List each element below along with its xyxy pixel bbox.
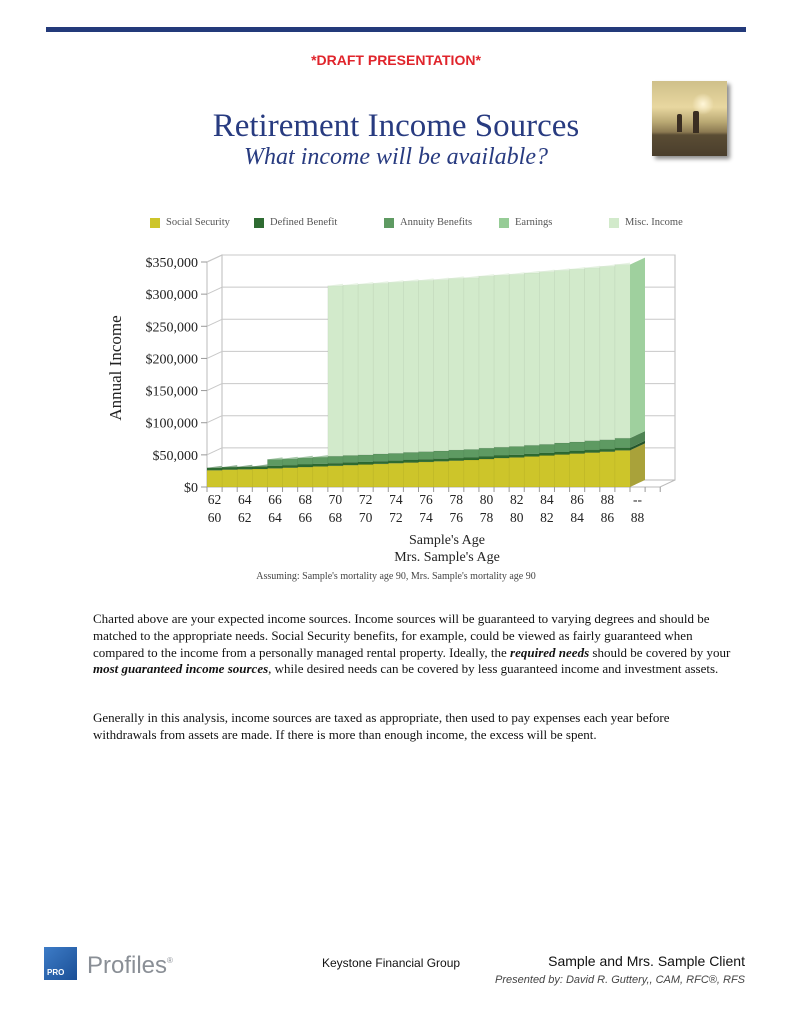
y-tick-label: $350,000 — [145, 256, 198, 271]
p1-text: should be covered by your — [589, 644, 731, 660]
legend-label: Social Security — [166, 217, 230, 228]
bar-segment-misc-income — [585, 268, 601, 441]
bar-segment-annuity-benefits — [600, 440, 616, 449]
bar-segment-defined-benefit — [222, 467, 238, 470]
paragraph-income-sources — [93, 611, 733, 678]
bar-segment-defined-benefit — [343, 463, 359, 466]
bar-segment-social-security — [570, 454, 586, 487]
bar-segment-social-security — [419, 462, 435, 487]
legend-label: Defined Benefit — [270, 217, 338, 228]
bar-segment-annuity-benefits — [283, 459, 299, 465]
bar-segment-social-security — [554, 455, 570, 487]
bar-segment-social-security — [373, 464, 389, 487]
bar-segment-social-security — [328, 466, 344, 487]
bar-segment-social-security — [479, 459, 495, 487]
x-tick-label-primary: 84 — [540, 492, 554, 507]
draft-label: *DRAFT PRESENTATION* — [311, 52, 481, 68]
bar-segment-defined-benefit — [328, 463, 344, 466]
profiles-logo-text — [87, 952, 173, 980]
x-tick-label-primary: 64 — [238, 492, 252, 507]
x-tick-label-primary: -- — [633, 492, 643, 507]
bar-segment-misc-income — [600, 267, 616, 440]
bar-segment-defined-benefit — [479, 456, 495, 459]
bar-segment-misc-income — [570, 269, 586, 442]
bar-segment-misc-income — [358, 284, 374, 455]
firm-name: Keystone Financial Group — [322, 956, 461, 970]
bar-segment-misc-income — [524, 273, 540, 445]
bar-segment-defined-benefit — [388, 461, 404, 464]
y-axis-label: Annual Income — [106, 315, 125, 421]
bar-segment-annuity-benefits — [373, 454, 389, 461]
bar-segment-social-security — [464, 460, 480, 487]
bar-segment-defined-benefit — [615, 448, 631, 451]
bar-segment-defined-benefit — [585, 450, 601, 453]
x-tick-label-primary: 70 — [328, 492, 343, 507]
bar-segment-social-security — [313, 466, 329, 487]
bar-segment-defined-benefit — [449, 458, 465, 461]
x-tick-label-primary: 78 — [449, 492, 464, 507]
bar-segment-misc-income — [449, 278, 465, 450]
bar-segment-social-security — [524, 456, 540, 487]
y-tick-label: $200,000 — [145, 352, 198, 368]
guaranteed-sources-emphasis: most guaranteed income sources — [93, 661, 269, 677]
bar-segment-defined-benefit — [267, 466, 283, 469]
bar-segment-defined-benefit — [283, 465, 299, 468]
bar-segment-annuity-benefits — [313, 457, 329, 464]
bar-segment-social-security — [267, 468, 283, 487]
bar-segment-social-security — [494, 458, 510, 487]
x-tick-label-primary: 80 — [479, 492, 494, 507]
bar-segment-annuity-benefits — [539, 444, 555, 453]
bar-segment-defined-benefit — [373, 461, 389, 464]
bar-segment-annuity-benefits — [388, 453, 404, 460]
bar-segment-defined-benefit — [570, 451, 586, 454]
bar-segment-defined-benefit — [358, 462, 374, 465]
x-tick-label-secondary: 70 — [358, 510, 373, 525]
x-tick-label-primary: 82 — [509, 492, 524, 507]
bar-segment-defined-benefit — [419, 459, 435, 462]
x-tick-label-secondary: 76 — [449, 510, 464, 525]
bar-segment-annuity-benefits — [419, 452, 435, 460]
x-tick-label-secondary: 82 — [540, 510, 554, 525]
x-tick-label-secondary: 74 — [419, 510, 433, 525]
bar-segment-social-security — [388, 463, 404, 487]
profiles-logo-icon — [44, 947, 77, 980]
paragraph-taxation: Generally in this analysis, income sources are taxed as appropriate, then used to pay expenses each year before withdrawals from assets are made. If there is more than enough income, the excess will be spent. — [93, 710, 670, 742]
bar-segment-annuity-benefits — [464, 449, 480, 457]
x-axis-label-primary: Sample's Age — [408, 533, 486, 548]
bar-segment-misc-income — [494, 275, 510, 447]
bar-segment-misc-income — [419, 280, 435, 451]
bar-top-face — [615, 262, 633, 265]
y-tick-label: $250,000 — [145, 320, 198, 336]
bar-segment-social-security — [343, 465, 359, 487]
bar-segment-social-security — [252, 469, 268, 487]
y-tick-label: $300,000 — [145, 288, 198, 304]
legend-label: Misc. Income — [625, 217, 683, 228]
x-tick-label-secondary: 88 — [630, 510, 645, 525]
bar-segment-social-security — [585, 453, 601, 487]
x-tick-label-primary: 74 — [389, 492, 403, 507]
x-tick-label-primary: 88 — [600, 492, 615, 507]
bar-segment-defined-benefit — [207, 468, 223, 471]
bar-segment-annuity-benefits — [449, 450, 465, 458]
bar-segment-defined-benefit — [313, 464, 329, 467]
legend-label: Annuity Benefits — [400, 217, 473, 228]
bar-segment-annuity-benefits — [479, 448, 495, 456]
x-axis-label-secondary: Mrs. Sample's Age — [394, 550, 500, 565]
bar-segment-defined-benefit — [464, 457, 480, 460]
bar-segment-social-security — [449, 461, 465, 487]
bar-segment-social-security — [283, 468, 299, 487]
bar-segment-social-security — [434, 461, 450, 487]
bar-segment-misc-income — [403, 281, 419, 452]
logo-reg: ® — [167, 956, 173, 965]
bar-segment-defined-benefit — [403, 460, 419, 463]
x-tick-label-secondary: 80 — [509, 510, 524, 525]
bar-segment-annuity-benefits — [554, 443, 570, 452]
bar-segment-social-security — [237, 469, 253, 487]
bar-segment-defined-benefit — [237, 467, 253, 470]
bar-segment-defined-benefit — [524, 454, 540, 457]
required-needs-emphasis: required needs — [510, 644, 590, 660]
chart-left-wall — [207, 255, 222, 487]
bar-segment-misc-income — [479, 276, 495, 448]
logo-text: Profiles — [87, 952, 168, 979]
y-tick-label: $0 — [184, 481, 198, 496]
bar-segment-annuity-benefits — [494, 447, 510, 455]
bar-segment-defined-benefit — [539, 453, 555, 456]
bar-segment-defined-benefit — [434, 459, 450, 462]
bar-segment-social-security — [222, 470, 238, 487]
bar-segment-social-security — [509, 457, 525, 487]
x-tick-label-secondary: 84 — [570, 510, 584, 525]
bar-segment-annuity-benefits — [524, 445, 540, 454]
chart-note: Assuming: Sample's mortality age 90, Mrs. Sample's mortality age 90 — [256, 571, 536, 582]
bar-segment-social-security — [615, 450, 631, 487]
bar-side-misc-income — [630, 258, 645, 439]
bar-segment-annuity-benefits — [343, 456, 359, 463]
x-tick-label-secondary: 72 — [389, 510, 403, 525]
bar-segment-misc-income — [464, 278, 480, 450]
x-tick-label-primary: 62 — [207, 492, 222, 507]
bar-segment-misc-income — [615, 265, 631, 439]
y-tick-label: $100,000 — [145, 416, 198, 432]
bar-segment-defined-benefit — [252, 466, 268, 469]
page-subtitle: What income will be available? — [244, 144, 548, 170]
x-tick-label-primary: 76 — [419, 492, 433, 507]
bar-segment-annuity-benefits — [403, 452, 419, 460]
bar-segment-misc-income — [434, 280, 450, 451]
bar-segment-misc-income — [343, 285, 359, 455]
x-tick-label-secondary: 66 — [298, 510, 312, 525]
x-tick-label-primary: 86 — [570, 492, 584, 507]
x-tick-label-secondary: 62 — [238, 510, 252, 525]
bar-segment-social-security — [358, 465, 374, 488]
bar-segment-defined-benefit — [298, 465, 314, 468]
bar-segment-annuity-benefits — [509, 447, 525, 455]
bar-side-social-security — [630, 443, 645, 487]
x-tick-label-secondary: 78 — [479, 510, 494, 525]
p1-text: Charted above are your expected income sources. Income sources will be guaranteed to varying degrees and should be matched to the appropriate needs. Social Security benefits, for example, could be viewed as fairly guaranteed when compared to the income from a personally managed rental property. Ideally, the — [93, 611, 710, 660]
bar-segment-social-security — [600, 452, 616, 487]
bar-segment-misc-income — [388, 282, 404, 453]
bar-segment-social-security — [539, 456, 555, 488]
x-tick-label-secondary: 64 — [268, 510, 282, 525]
x-tick-label-secondary: 68 — [328, 510, 343, 525]
bar-segment-annuity-benefits — [585, 441, 601, 450]
bar-segment-defined-benefit — [494, 456, 510, 459]
bar-segment-annuity-benefits — [358, 455, 374, 462]
y-tick-label: $50,000 — [152, 448, 198, 464]
x-tick-label-primary: 66 — [268, 492, 282, 507]
bar-segment-annuity-benefits — [267, 459, 283, 465]
x-tick-label-secondary: 60 — [207, 510, 222, 525]
bar-segment-misc-income — [554, 270, 570, 443]
bar-segment-annuity-benefits — [434, 451, 450, 459]
bar-segment-misc-income — [328, 286, 344, 456]
bar-segment-annuity-benefits — [298, 458, 314, 465]
bar-segment-misc-income — [539, 272, 555, 445]
x-tick-label-primary: 72 — [358, 492, 373, 507]
bar-segment-defined-benefit — [600, 449, 616, 452]
x-tick-label-secondary: 86 — [600, 510, 615, 525]
bar-segment-misc-income — [509, 274, 525, 446]
client-name: Sample and Mrs. Sample Client — [548, 953, 745, 969]
bar-segment-annuity-benefits — [570, 442, 586, 451]
bar-segment-annuity-benefits — [328, 456, 344, 463]
bar-segment-social-security — [298, 467, 314, 487]
bar-segment-annuity-benefits — [615, 438, 631, 448]
bar-segment-misc-income — [373, 283, 389, 454]
bar-segment-social-security — [403, 463, 419, 487]
bar-segment-defined-benefit — [509, 455, 525, 458]
p1-text: , while desired needs can be covered by less guaranteed income and investment assets. — [268, 661, 719, 677]
page-title: Retirement Income Sources — [212, 108, 580, 144]
logo-badge: PRO — [47, 968, 65, 977]
y-tick-label: $150,000 — [145, 384, 198, 400]
bar-segment-social-security — [207, 470, 223, 487]
bar-segment-defined-benefit — [554, 452, 570, 455]
x-tick-label-primary: 68 — [298, 492, 312, 507]
presenter: Presented by: David R. Guttery,, CAM, RFC®, RFS — [495, 974, 745, 986]
legend-label: Earnings — [515, 217, 553, 228]
